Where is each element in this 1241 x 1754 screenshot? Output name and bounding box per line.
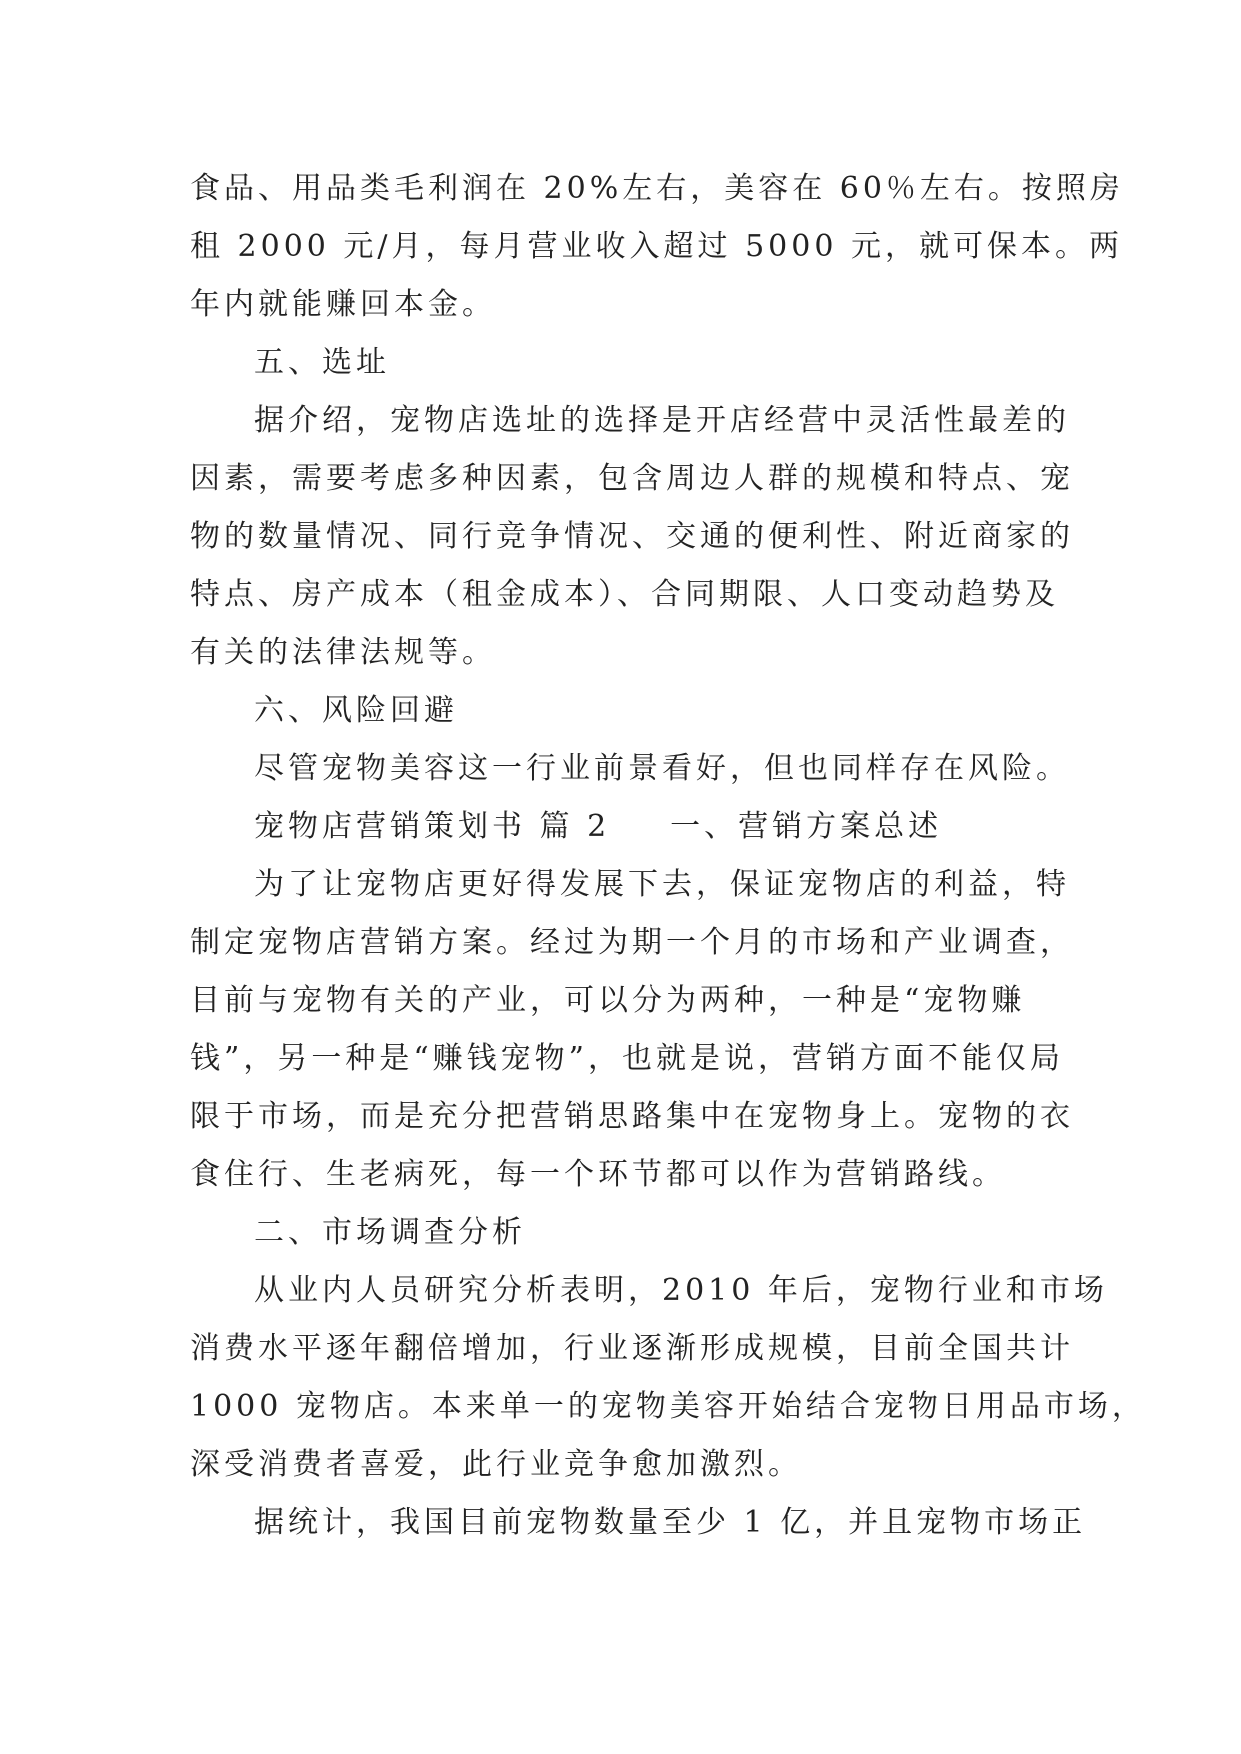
paragraph-line: 目前与宠物有关的产业，可以分为两种，一种是“宠物赚 xyxy=(190,983,1026,1018)
section-heading-market-analysis: 二、市场调查分析 xyxy=(254,1215,526,1250)
paragraph-line: 食住行、生老病死，每一个环节都可以作为营销路线。 xyxy=(190,1157,1006,1192)
paragraph-line: 从业内人员研究分析表明，2010 年后，宠物行业和市场 xyxy=(254,1273,1108,1308)
paragraph-line: 深受消费者喜爱，此行业竞争愈加激烈。 xyxy=(190,1447,802,1482)
section-heading-marketing-overview: 一、营销方案总述 xyxy=(670,809,943,844)
paragraph-line: 特点、房产成本（租金成本）、合同期限、人口变动趋势及 xyxy=(190,577,1059,612)
paragraph-line: 据统计，我国目前宠物数量至少 1 亿，并且宠物市场正 xyxy=(254,1505,1087,1540)
paragraph-line: 为了让宠物店更好得发展下去，保证宠物店的利益，特 xyxy=(254,867,1070,902)
article-title: 宠物店营销策划书 篇 2 xyxy=(254,809,611,844)
paragraph-line: 限于市场，而是充分把营销思路集中在宠物身上。宠物的衣 xyxy=(190,1099,1074,1134)
paragraph-line: 尽管宠物美容这一行业前景看好，但也同样存在风险。 xyxy=(254,751,1070,786)
paragraph-line: 制定宠物店营销方案。经过为期一个月的市场和产业调查， xyxy=(190,925,1074,960)
section-heading-risk-avoidance: 六、风险回避 xyxy=(254,693,458,728)
paragraph-line: 有关的法律法规等。 xyxy=(190,635,496,670)
section-heading-site-selection: 五、选址 xyxy=(254,345,390,380)
paragraph-line: 据介绍，宠物店选址的选择是开店经营中灵活性最差的 xyxy=(254,403,1070,438)
paragraph-line: 钱”，另一种是“赚钱宠物”，也就是说，营销方面不能仅局 xyxy=(190,1041,1065,1076)
article-heading-line xyxy=(190,798,1060,856)
paragraph-line: 1000 宠物店。本来单一的宠物美容开始结合宠物日用品市场， xyxy=(190,1389,1146,1424)
document-body xyxy=(190,160,1146,1552)
paragraph-line: 租 2000 元/月，每月营业收入超过 5000 元，就可保本。两 xyxy=(190,229,1123,264)
paragraph-line: 因素，需要考虑多种因素，包含周边人群的规模和特点、宠 xyxy=(190,461,1074,496)
paragraph-line: 物的数量情况、同行竞争情况、交通的便利性、附近商家的 xyxy=(190,519,1074,554)
paragraph-line: 消费水平逐年翻倍增加，行业逐渐形成规模，目前全国共计 xyxy=(190,1331,1074,1366)
paragraph-line: 年内就能赚回本金。 xyxy=(190,287,496,322)
paragraph-line: 食品、用品类毛利润在 20%左右，美容在 60％左右。按照房 xyxy=(190,171,1124,206)
